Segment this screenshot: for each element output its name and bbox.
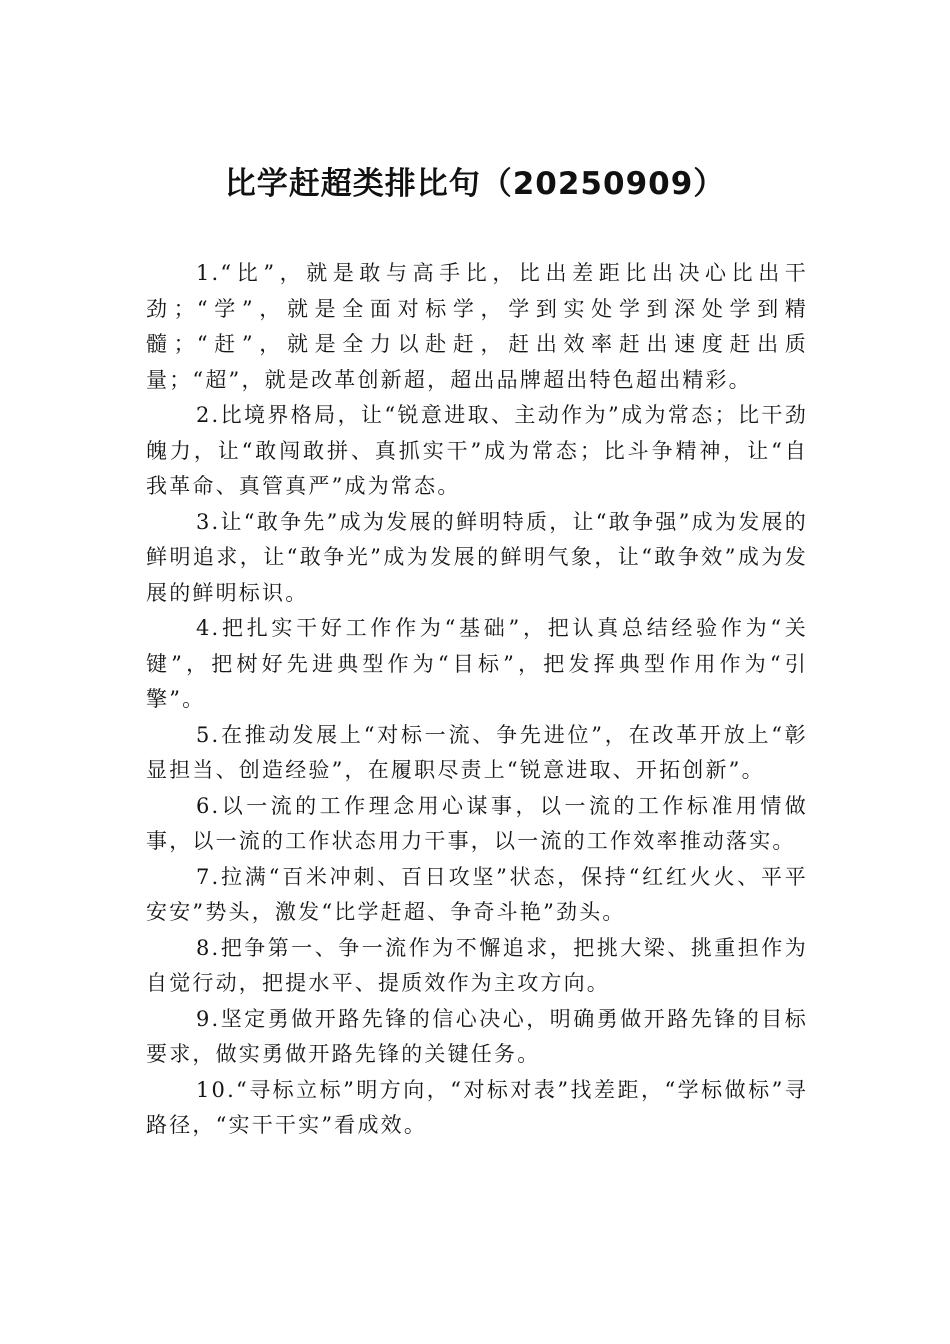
paragraph-3: 3.让“敢争先”成为发展的鲜明特质，让“敢争强”成为发展的鲜明追求，让“敢争光”成为发展的鲜明气象，让“敢争效”成为发展的鲜明标识。 — [146, 509, 808, 605]
paragraph-8: 8.把争第一、争一流作为不懈追求，把挑大梁、挑重担作为自觉行动，把提水平、提质效作为主攻方向。 — [146, 935, 808, 995]
document-body — [146, 256, 808, 1144]
paragraph-9: 9.坚定勇做开路先锋的信心决心，明确勇做开路先锋的目标要求，做实勇做开路先锋的关键任务。 — [146, 1006, 808, 1066]
paragraph-7: 7.拉满“百米冲刺、百日攻坚”状态，保持“红红火火、平平安安”势头，激发“比学赶超、争奇斗艳”劲头。 — [146, 864, 808, 924]
paragraph-10: 10.“寻标立标”明方向，“对标对表”找差距，“学标做标”寻路径，“实干干实”看成效。 — [146, 1077, 808, 1137]
paragraph-2: 2.比境界格局，让“锐意进取、主动作为”成为常态；比干劲魄力，让“敢闯敢拼、真抓实干”成为常态；比斗争精神，让“自我革命、真管真严”成为常态。 — [146, 403, 808, 498]
paragraph-4: 4.把扎实干好工作作为“基础”，把认真总结经验作为“关键”，把树好先进典型作为“目标”，把发挥典型作用作为“引擎”。 — [146, 616, 808, 711]
paragraph-6: 6.以一流的工作理念用心谋事，以一流的工作标准用情做事，以一流的工作状态用力干事，以一流的工作效率推动落实。 — [146, 793, 808, 853]
document-title: 比学赶超类排比句（20250909） — [224, 166, 726, 202]
paragraph-5: 5.在推动发展上“对标一流、争先进位”，在改革开放上“彰显担当、创造经验”，在履职尽责上“锐意进取、开拓创新”。 — [146, 722, 808, 782]
paragraph-1: 1.“比”，就是敢与高手比，比出差距比出决心比出干劲；“学”，就是全面对标学，学到实处学到深处学到精髓；“赶”，就是全力以赴赶，赶出效率赶出速度赶出质量；“超”，就是改革创新超，超出品牌超出特色超出精彩。 — [146, 261, 808, 392]
